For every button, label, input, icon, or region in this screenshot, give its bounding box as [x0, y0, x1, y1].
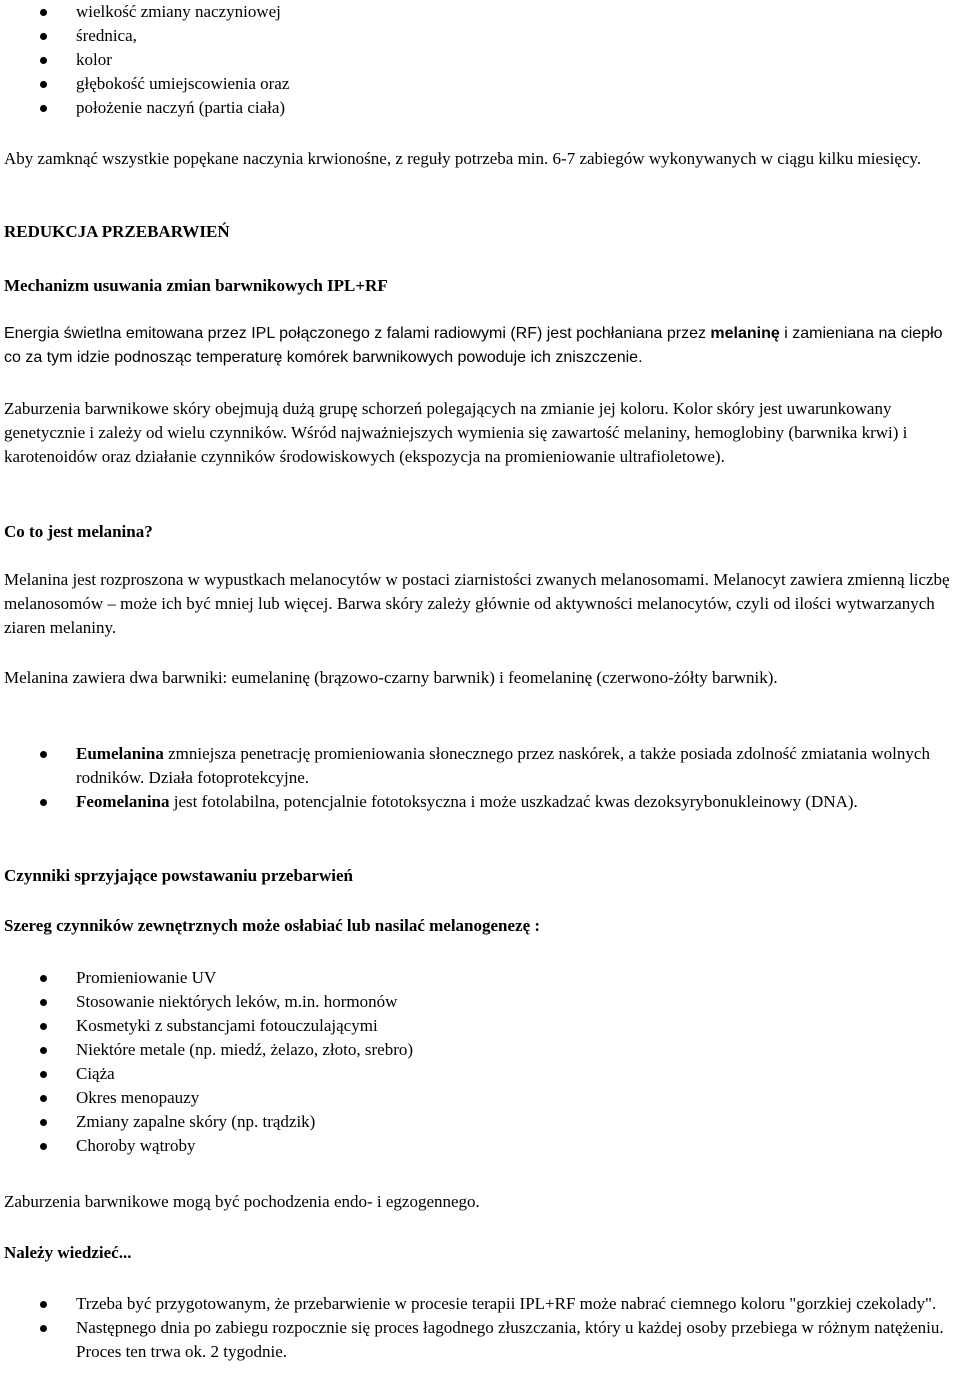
bullet-icon [40, 81, 47, 88]
bullet-icon [40, 1325, 47, 1332]
bullet-icon [40, 1047, 47, 1054]
heading-melanin: Co to jest melanina? [4, 522, 153, 541]
heading-mechanism: Mechanizm usuwania zmian barwnikowych IPL+RF [4, 276, 388, 295]
bullet-icon [40, 1071, 47, 1078]
paragraph-melanin-1: Melanina jest rozproszona w wypustkach melanocytów w postaci ziarnistości zwanych melanosomami. Melanocyt zawiera zmienną liczbę melanosomów – może ich być mniej lub więcej. Barwa skóry zależy głównie od aktywności melanocytów, czyli od ilości wytwarzanych ziaren melaniny. [4, 570, 950, 637]
bullet-icon [40, 1301, 47, 1308]
heading-factors: Czynniki sprzyjające powstawaniu przebarwień [4, 866, 353, 885]
bullet-icon [40, 57, 47, 64]
heading-reduction: REDUKCJA PRZEBARWIEŃ [4, 222, 230, 241]
list-item: Feomelanina jest fotolabilna, potencjalnie fototoksyczna i może uszkadzać kwas dezoksyrybonukleinowy (DNA). [4, 790, 958, 814]
bullet-icon [40, 799, 47, 806]
bullet-icon [40, 1023, 47, 1030]
list-item: Promieniowanie UV [4, 966, 958, 990]
vascular-criteria-list [4, 0, 958, 120]
list-item: położenie naczyń (partia ciała) [4, 96, 958, 120]
list-item: Choroby wątroby [4, 1134, 958, 1158]
list-item: Kosmetyki z substancjami fotouczulającymi [4, 1014, 958, 1038]
list-item: Następnego dnia po zabiegu rozpocznie się proces łagodnego złuszczania, który u każdej osoby przebiega w różnym natężeniu. Proces ten trwa ok. 2 tygodnie. [4, 1316, 958, 1364]
paragraph-origin: Zaburzenia barwnikowe mogą być pochodzenia endo- i egzogennego. [4, 1192, 480, 1211]
bullet-icon [40, 751, 47, 758]
list-item: Ciąża [4, 1062, 958, 1086]
pigments-list [4, 742, 958, 814]
heading-external-factors: Szereg czynników zewnętrznych może osłabiać lub nasilać melanogenezę : [4, 916, 541, 935]
list-item: Stosowanie niektórych leków, m.in. hormonów [4, 990, 958, 1014]
heading-know: Należy wiedzieć... [4, 1243, 132, 1262]
paragraph-energy: Energia świetlna emitowana przez IPL połączonego z falami radiowymi (RF) jest pochłaniana przez melaninę i zamieniana na ciepło co za tym idzie podnosząc temperaturę komórek barwnikowych powoduje ich zniszczenie. [4, 325, 943, 366]
bullet-icon [40, 999, 47, 1006]
bullet-icon [40, 975, 47, 982]
list-item: Niektóre metale (np. miedź, żelazo, złoto, srebro) [4, 1038, 958, 1062]
list-item: kolor [4, 48, 958, 72]
bullet-icon [40, 105, 47, 112]
list-item: Trzeba być przygotowanym, że przebarwienie w procesie terapii IPL+RF może nabrać ciemnego koloru "gorzkiej czekolady". [4, 1292, 958, 1316]
bullet-icon [40, 1143, 47, 1150]
paragraph-disorders: Zaburzenia barwnikowe skóry obejmują dużą grupę schorzeń polegających na zmianie jej koloru. Kolor skóry jest uwarunkowany genetycznie i zależy od wielu czynników. Wśród najważniejszych wymienia się zawartość melaniny, hemoglobiny (barwnika krwi) i karotenoidów oraz działanie czynników środowiskowych (ekspozycja na promieniowanie ultrafioletowe). [4, 399, 908, 466]
list-item: wielkość zmiany naczyniowej [4, 0, 958, 24]
bullet-icon [40, 33, 47, 40]
list-item: Zmiany zapalne skóry (np. trądzik) [4, 1110, 958, 1134]
list-item: Eumelanina zmniejsza penetrację promieniowania słonecznego przez naskórek, a także posiada zdolność zmiatania wolnych rodników. Działa fotoprotekcyjne. [4, 742, 958, 790]
bullet-icon [40, 1119, 47, 1126]
know-list [4, 1292, 958, 1364]
paragraph-capillaries: Aby zamknąć wszystkie popękane naczynia krwionośne, z reguły potrzeba min. 6-7 zabiegów wykonywanych w ciągu kilku miesięcy. [4, 149, 922, 168]
list-item: Okres menopauzy [4, 1086, 958, 1110]
list-item: głębokość umiejscowienia oraz [4, 72, 958, 96]
list-item: średnica, [4, 24, 958, 48]
bullet-icon [40, 1095, 47, 1102]
bullet-icon [40, 9, 47, 16]
paragraph-melanin-2: Melanina zawiera dwa barwniki: eumelaninę (brązowo-czarny barwnik) i feomelaninę (czerwono-żółty barwnik). [4, 668, 778, 687]
factors-list [4, 966, 958, 1158]
